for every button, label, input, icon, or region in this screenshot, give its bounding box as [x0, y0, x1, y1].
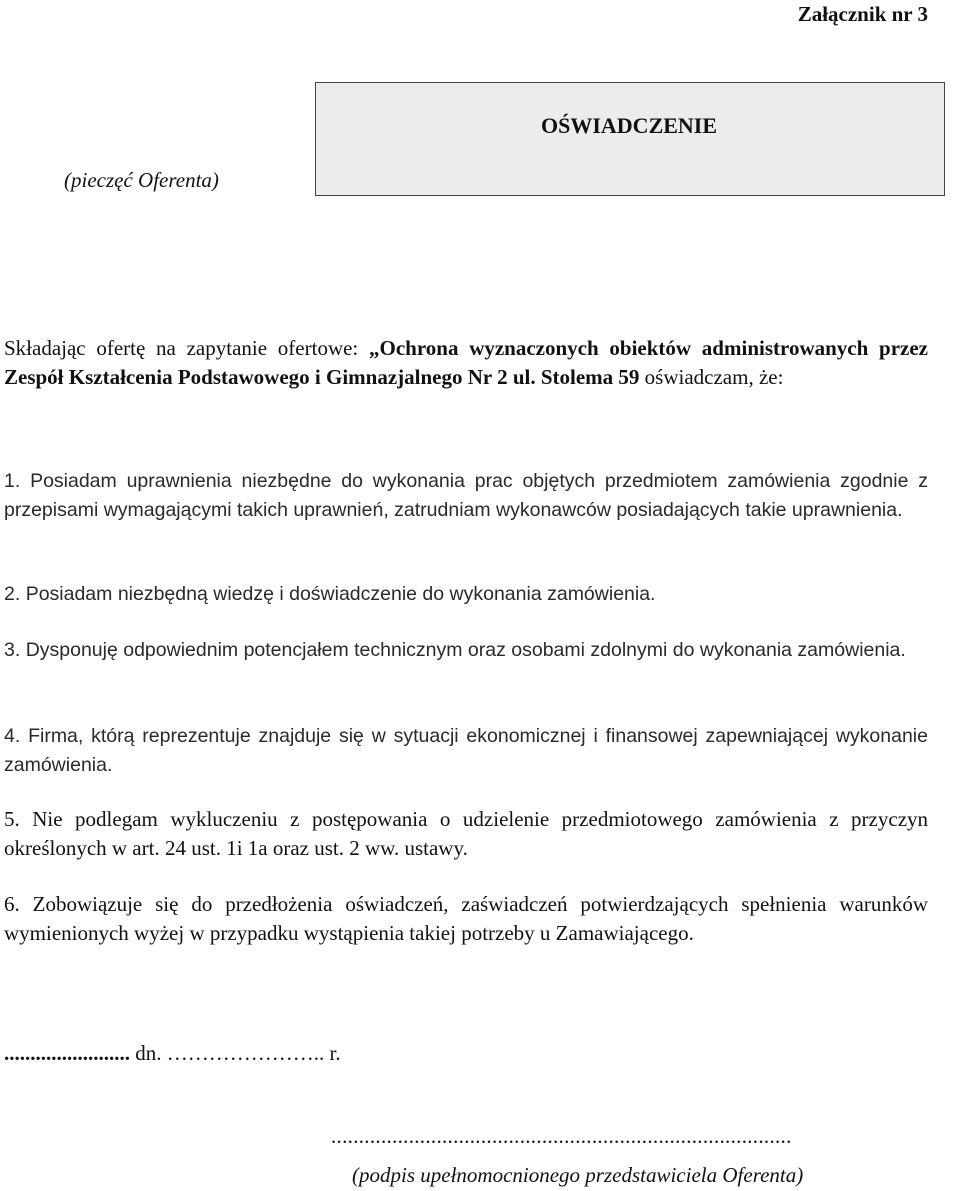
dn-label: dn. [130, 1041, 167, 1065]
stamp-placeholder-label: (pieczęć Oferenta) [64, 168, 219, 192]
item-text: Zobowiązuje się do przedłożenia oświadczeń, zaświadczeń potwierdzających spełnienia warunków wymienionych wyżej w przypadku wystąpienia takiej potrzeby u Zamawiającego. [4, 892, 928, 945]
year-label: .. r. [313, 1041, 341, 1065]
statement-item-5 [4, 805, 928, 863]
intro-subject: „Ochrona wyznaczonych obiektów administrowanych przez Zespół Kształcenia Podstawowego i Gimnazjalnego Nr 2 ul. Stolema 59 [4, 336, 928, 389]
intro-lead: Składając ofertę na zapytanie ofertowe: [4, 336, 369, 360]
statement-item-1 [4, 467, 928, 525]
intro-tail: oświadczam, że: [639, 365, 784, 389]
item-number: 5. [4, 807, 20, 831]
item-text: Nie podlegam wykluczeniu z postępowania o udzielenie przedmiotowego zamówienia z przyczyn określonych w art. 24 ust. 1i 1a oraz ust. 2 ww. ustawy. [4, 807, 929, 860]
annex-number: Załącznik nr 3 [797, 2, 928, 26]
item-number: 4. [4, 725, 21, 747]
statement-item-3 [4, 636, 928, 665]
item-text: Dysponuję odpowiednim potencjałem technicznym oraz osobami zdolnymi do wykonania zamówienia. [25, 639, 906, 661]
item-text: Posiadam uprawnienia niezbędne do wykonania prac objętych przedmiotem zamówienia zgodnie z przepisami wymagającymi takich uprawnień, zatrudniam wykonawców posiadających takie uprawnienia. [4, 470, 928, 521]
statement-item-2 [4, 580, 928, 609]
item-text: Firma, którą reprezentuje znajduje się w sytuacji ekonomicznej i finansowej zapewniającej wykonanie zamówienia. [4, 725, 928, 776]
document-title: OŚWIADCZENIE [541, 113, 718, 138]
item-number: 6. [4, 892, 20, 916]
signature-line: ................................................................................... [331, 1124, 792, 1148]
item-number: 2. [4, 583, 21, 605]
intro-paragraph [4, 334, 928, 392]
place-dots: ........................ [4, 1041, 130, 1065]
item-number: 3. [4, 639, 21, 661]
date-dots: ………………… [166, 1041, 314, 1065]
item-number: 1. [4, 470, 21, 492]
place-date-line [4, 1041, 341, 1066]
signature-label: (podpis upełnomocnionego przedstawiciela Oferenta) [352, 1163, 804, 1187]
statement-item-6 [4, 890, 928, 948]
statement-item-4 [4, 722, 928, 780]
item-text: Posiadam niezbędną wiedzę i doświadczenie do wykonania zamówienia. [25, 583, 656, 605]
title-box [315, 82, 945, 196]
